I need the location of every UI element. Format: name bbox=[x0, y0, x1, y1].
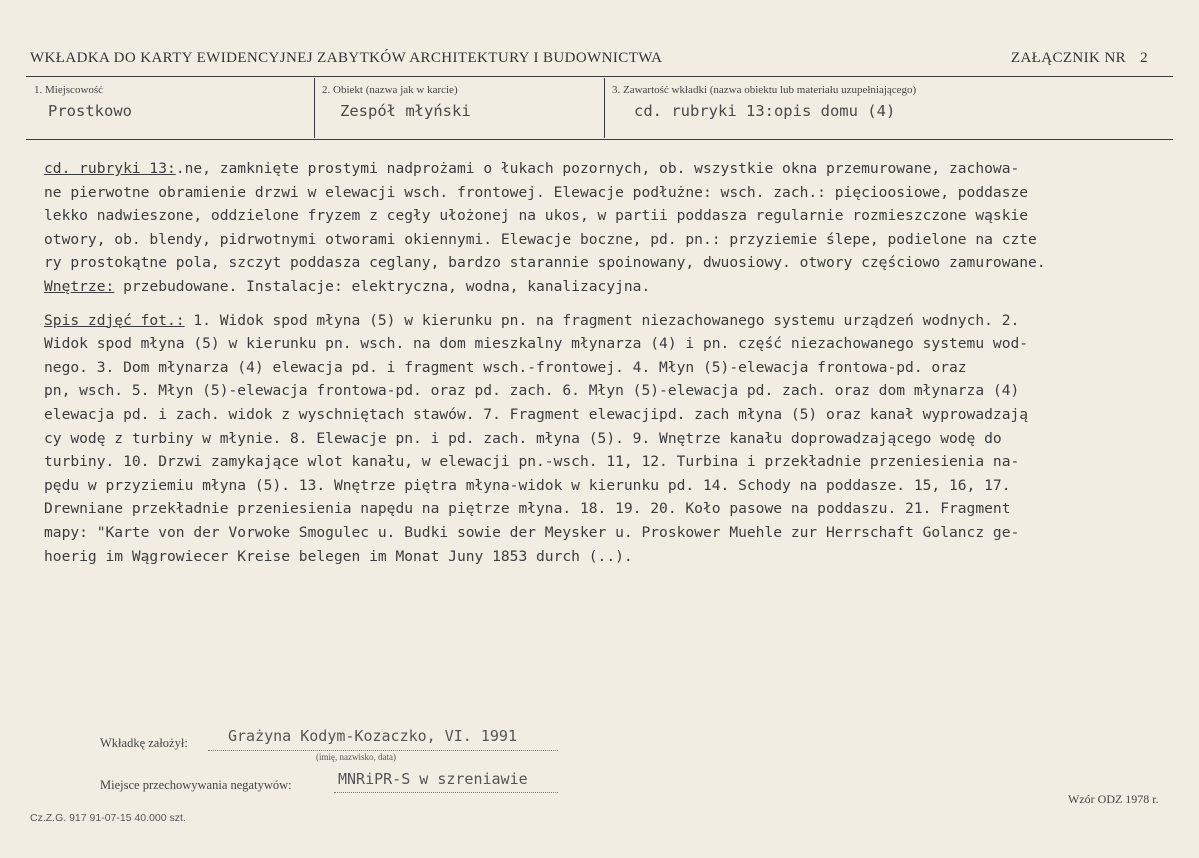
author-dotted-line bbox=[208, 750, 558, 751]
print-info: Cz.Z.G. 917 91-07-15 40.000 szt. bbox=[30, 812, 186, 824]
section-ref: Wnętrze: bbox=[44, 277, 115, 295]
annex-label: ZAŁĄCZNIK NR 2 bbox=[1010, 50, 1148, 66]
text-line: ry prostokątne pola, szczyt poddasza ceglany, bardzo starannie spoinowany, dwuosiowy. otwory częściowo zamurowane. bbox=[44, 254, 1046, 272]
top-rule bbox=[26, 76, 1173, 77]
author-value: Grażyna Kodym-Kozaczko, VI. 1991 bbox=[228, 727, 517, 745]
card-title: WKŁADKA DO KARTY EWIDENCYJNEJ ZABYTKÓW ARCHITEKTURY I BUDOWNICTWA bbox=[30, 50, 663, 66]
text-line: Drewniane przekładnie przeniesienia napędu na piętrze młyna. 18. 19. 20. Koło pasowe na poddaszu. 21. Fragment bbox=[44, 500, 1011, 518]
text-line: pn, wsch. 5. Młyn (5)-elewacja frontowa-pd. oraz pd. zach. 6. Młyn (5)-elewacja pd. zach. oraz dom młynarza (4) bbox=[44, 382, 1020, 400]
field-locality-value: Prostkowo bbox=[48, 102, 132, 120]
storage-label: Miejsce przechowywania negatywów: bbox=[100, 778, 292, 792]
field-object-label: 2. Obiekt (nazwa jak w karcie) bbox=[322, 84, 458, 96]
text-line: nego. 3. Dom młynarza (4) elewacja pd. i fragment wsch.-frontowej. 4. Młyn (5)-elewacja frontowa-pd. oraz bbox=[44, 358, 967, 376]
field-object bbox=[314, 78, 604, 138]
field-locality bbox=[26, 78, 314, 138]
fields-bottom-rule bbox=[26, 139, 1173, 140]
text-line: otwory, ob. blendy, pidrwotnymi otworami okiennymi. Elewacje boczne, pd. pn.: przyziemie ślepe, podielone na czte bbox=[44, 230, 1037, 248]
author-hint: (imię, nazwisko, data) bbox=[316, 752, 396, 762]
field-locality-label: 1. Miejscowość bbox=[34, 84, 104, 96]
text-line: hoerig im Wągrowiecer Kreise belegen im Monat Juny 1853 durch (..). bbox=[44, 547, 633, 565]
text-line: cy wodę z turbiny w młynie. 8. Elewacje pn. i pd. zach. młyna (5). 9. Wnętrze kanału doprowadzającego wodę do bbox=[44, 429, 1002, 447]
text-line: pędu w przyziemiu młyna (5). 13. Wnętrze piętra młyna-widok w kierunku pd. 14. Schody na poddasze. 15, 16, 17. bbox=[44, 476, 1011, 494]
text-line: Widok spod młyna (5) w kierunku pn. wsch. na dom mieszkalny młynarza (4) i pn. część niezachowanego systemu wod- bbox=[44, 335, 1029, 353]
form-model: Wzór ODZ 1978 r. bbox=[1068, 792, 1159, 806]
text-line: elewacja pd. i zach. widok z wyschniętach stawów. 7. Fragment elewacjipd. zach młyna (5) oraz kanał wyprowadzają bbox=[44, 405, 1029, 423]
section-ref: cd. rubryki 13: bbox=[44, 160, 176, 177]
storage-dotted-line bbox=[334, 792, 558, 793]
field-contents-value: cd. rubryki 13:opis domu (4) bbox=[634, 102, 896, 120]
text-line: cd. rubryki 13:.ne, zamknięte prostymi nadprożami o łukach pozornych, ob. wszystkie okna przemurowane, zachowa- bbox=[44, 160, 1020, 177]
field-contents-label: 3. Zawartość wkładki (nazwa obiektu lub materiału uzupełniającego) bbox=[612, 84, 917, 96]
field-contents bbox=[604, 78, 1173, 138]
text-line: ne pierwotne obramienie drzwi w elewacji wsch. frontowej. Elewacje podłużne: wsch. zach.: pięcioosiowe, poddasze bbox=[44, 183, 1029, 201]
field-object-value: Zespół młyński bbox=[340, 102, 471, 120]
photo-list bbox=[44, 312, 1184, 572]
section-ref: Spis zdjęć fot.: bbox=[44, 311, 185, 329]
storage-value: MNRiPR-S w szreniawie bbox=[338, 770, 528, 788]
text-line: Wnętrze: przebudowane. Instalacje: elektryczna, wodna, kanalizacyjna. bbox=[44, 277, 651, 295]
text-line: turbiny. 10. Drzwi zamykające wlot kanału, w elewacji pn.-wsch. 11, 12. Turbina i przekładnie przeniesienia na- bbox=[44, 453, 1020, 471]
card-header bbox=[30, 50, 1170, 67]
text-line: lekko nadwieszone, oddzielone fryzem z cegły ułożonej na ukos, w partii poddasza regularnie rozmieszczone wąskie bbox=[44, 207, 1029, 225]
text-line: Spis zdjęć fot.: 1. Widok spod młyna (5) w kierunku pn. na fragment niezachowanego systemu urządzeń wodnych. 2. bbox=[44, 311, 1020, 329]
typed-description bbox=[44, 160, 1184, 571]
annex-number: 2 bbox=[1140, 50, 1148, 66]
author-label: Wkładkę założył: bbox=[100, 736, 188, 750]
text-line: mapy: "Karte von der Vorwoke Smogulec u. Budki sowie der Meysker u. Proskower Muehle zur Herrschaft Golancz ge- bbox=[44, 523, 1020, 541]
